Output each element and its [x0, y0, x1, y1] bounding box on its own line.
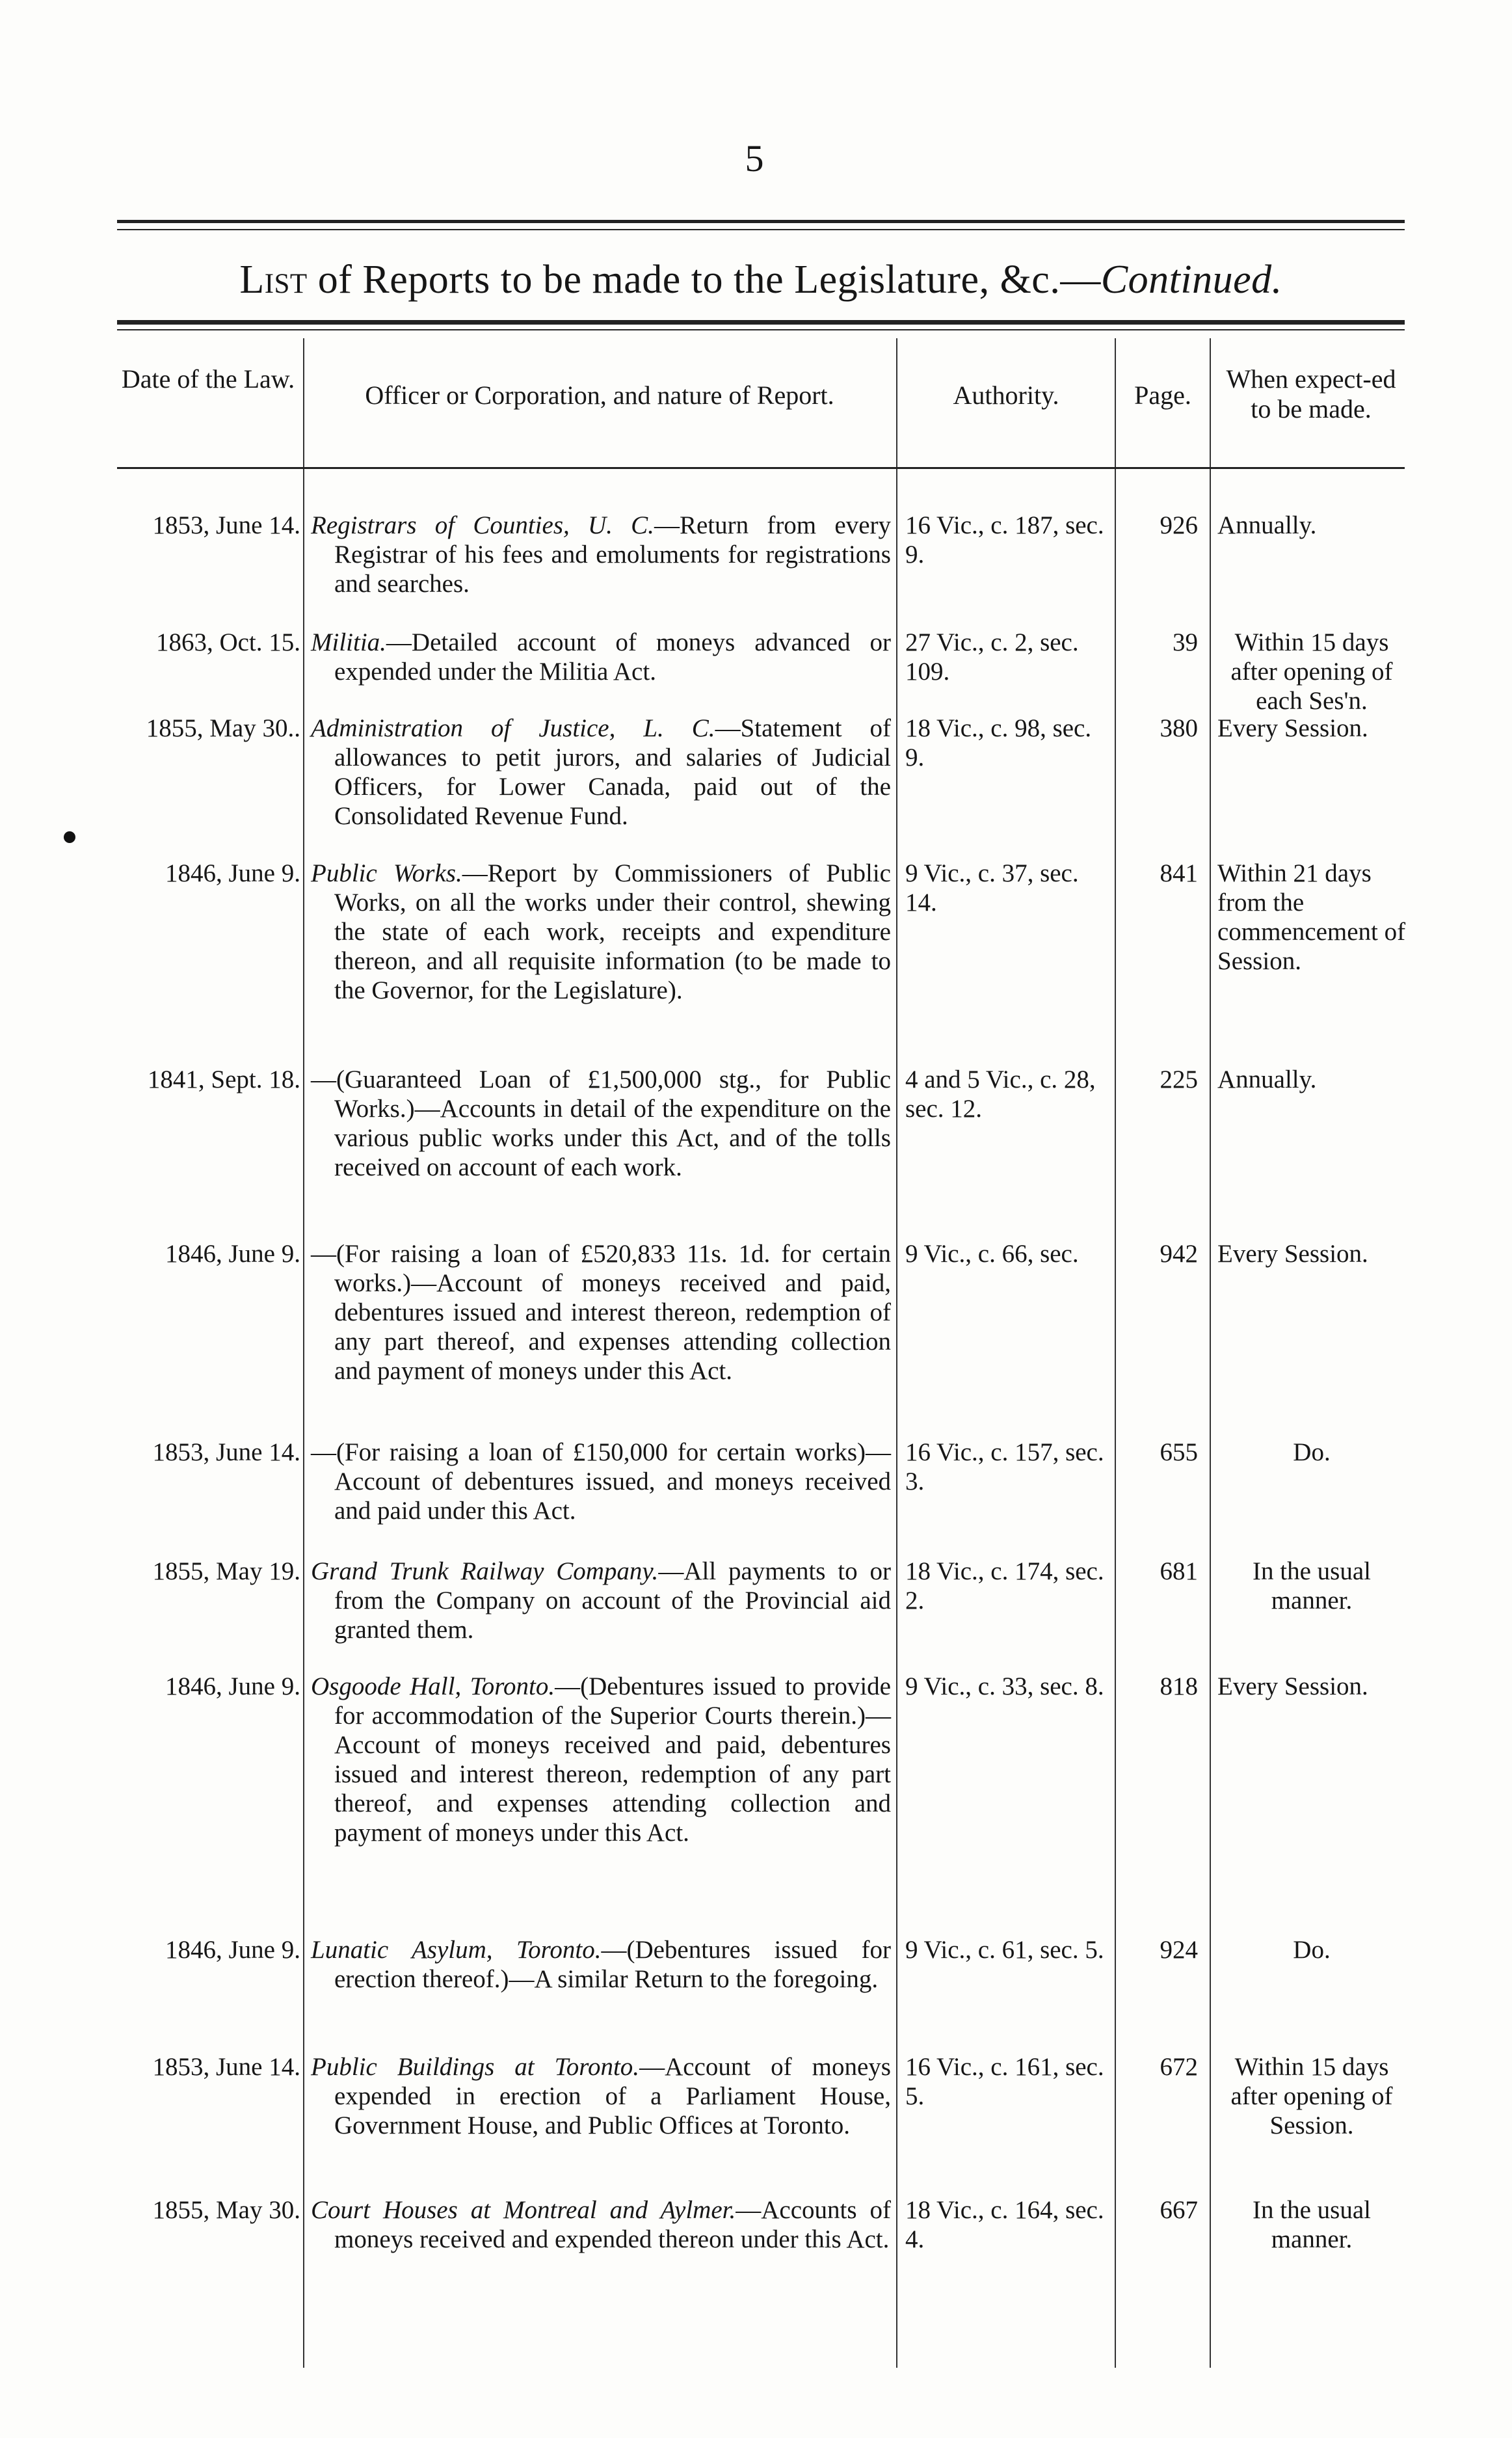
row-officer-text: —(For raising a loan of £520,833 11s. 1d. for certain works.)—Account of moneys received and paid, debentures issued and interest thereon, redemption of any part thereof, and expenses attending collection and payment of moneys under this Act. — [311, 1240, 891, 1385]
row-officer-text: —(Debentures issued for erection thereof.)—A similar Return to the foregoing. — [334, 1936, 892, 1993]
row-when: Within 15 days after opening of each Ses'n. — [1230, 628, 1393, 715]
row-authority: 16 Vic., c. 161, sec. 5. — [905, 2053, 1104, 2110]
header-page: Page. — [1134, 381, 1191, 410]
column-divider — [1115, 338, 1116, 2368]
header-date: Date of the Law. — [121, 364, 295, 394]
row-when: Do. — [1293, 1438, 1331, 1466]
row-officer — [311, 1557, 891, 1644]
row-when: Every Session. — [1217, 1672, 1368, 1700]
row-authority: 9 Vic., c. 66, sec. — [905, 1240, 1079, 1268]
header-officer: Officer or Corporation, and nature of Report. — [365, 381, 834, 410]
row-officer-title: Administration of Justice, L. C. — [311, 714, 715, 742]
row-officer-title: Grand Trunk Railway Company. — [311, 1557, 659, 1585]
row-page: 667 — [1160, 2196, 1198, 2224]
column-divider — [1210, 338, 1211, 2368]
row-officer-text: —(For raising a loan of £150,000 for certain works)—Account of debentures issued, and moneys received and paid under this Act. — [311, 1438, 891, 1525]
row-page: 924 — [1160, 1936, 1198, 1964]
title-smallcaps: List — [239, 258, 308, 302]
row-officer — [311, 714, 891, 831]
row-officer-text: —All payments to or from the Company on account of the Provincial aid granted them. — [334, 1557, 891, 1644]
row-when: In the usual manner. — [1253, 2196, 1371, 2253]
header-rule — [117, 320, 1405, 325]
row-officer-title: Public Works. — [311, 859, 462, 887]
header-rule-thin — [117, 329, 1405, 330]
margin-dot — [64, 831, 75, 843]
row-when: Annually. — [1217, 511, 1317, 539]
row-officer-text: —Accounts of moneys received and expended thereon under this Act. — [334, 2196, 891, 2253]
row-officer — [311, 628, 891, 686]
row-officer-text: —Account of moneys expended in erection of a Parliament House, Government House, and Public Offices at Toronto. — [334, 2053, 891, 2139]
row-page: 926 — [1160, 511, 1198, 539]
row-page: 655 — [1160, 1438, 1198, 1466]
top-rule-thin — [117, 229, 1405, 230]
row-authority: 9 Vic., c. 61, sec. 5. — [905, 1936, 1104, 1964]
row-when: Every Session. — [1217, 1240, 1368, 1268]
row-date: 1855, May 19. — [152, 1557, 300, 1585]
row-authority: 9 Vic., c. 33, sec. 8. — [905, 1672, 1104, 1700]
row-page: 818 — [1160, 1672, 1198, 1700]
row-officer — [311, 1239, 891, 1386]
row-officer-title: Registrars of Counties, U. C. — [311, 511, 654, 539]
row-when: Every Session. — [1217, 714, 1368, 742]
row-when: Within 21 days from the commencement of Session. — [1217, 859, 1406, 975]
row-officer-text: —Return from every Registrar of his fees and emoluments for registrations and searches. — [334, 511, 891, 598]
row-officer — [311, 2195, 891, 2254]
row-page: 681 — [1160, 1557, 1198, 1585]
row-officer-text: —(Debentures issued to provide for accommodation of the Superior Courts therein.)—Account of moneys received and paid, debentures issued and interest thereon, redemption of any part thereof, and expenses attending collection and payment of moneys under this Act. — [334, 1672, 891, 1847]
row-page: 225 — [1160, 1065, 1198, 1093]
page-number: 5 — [745, 137, 764, 180]
top-rule — [117, 220, 1405, 223]
row-authority: 9 Vic., c. 37, sec. 14. — [905, 859, 1079, 917]
row-page: 841 — [1160, 859, 1198, 887]
row-officer — [311, 1065, 891, 1182]
row-officer-text: —Statement of allowances to petit jurors, and salaries of Judicial Officers, for Lower Canada, paid out of the Consolidated Revenue Fund. — [334, 714, 892, 830]
row-authority: 18 Vic., c. 164, sec. 4. — [905, 2196, 1104, 2253]
header-bottom-rule — [117, 467, 1405, 469]
row-authority: 16 Vic., c. 187, sec. 9. — [905, 511, 1104, 569]
row-officer — [311, 859, 891, 1005]
row-date: 1846, June 9. — [165, 1672, 300, 1700]
row-officer — [311, 1672, 891, 1847]
row-officer-text: —Detailed account of moneys advanced or expended under the Militia Act. — [334, 628, 891, 686]
row-when: Do. — [1293, 1936, 1331, 1964]
row-date: 1846, June 9. — [165, 1240, 300, 1268]
column-divider — [896, 338, 897, 2368]
title-continued: Continued. — [1100, 258, 1282, 302]
row-when: Within 15 days after opening of Session. — [1230, 2053, 1393, 2139]
row-authority: 27 Vic., c. 2, sec. 109. — [905, 628, 1079, 686]
header-authority: Authority. — [953, 381, 1059, 410]
row-authority: 18 Vic., c. 98, sec. 9. — [905, 714, 1092, 771]
row-officer — [311, 2052, 891, 2140]
row-officer-text: —(Guaranteed Loan of £1,500,000 stg., for Public Works.)—Accounts in detail of the expenditure on the various public works under this Act, and of the tolls received on account of each work. — [311, 1065, 891, 1181]
row-date: 1855, May 30. — [152, 2196, 300, 2224]
row-officer-title: Osgoode Hall, Toronto. — [311, 1672, 555, 1700]
row-date: 1853, June 14. — [152, 1438, 300, 1466]
row-date: 1853, June 14. — [152, 511, 300, 539]
row-date: 1846, June 9. — [165, 1936, 300, 1964]
page-title — [117, 257, 1405, 303]
row-officer-title: Court Houses at Montreal and Aylmer. — [311, 2196, 736, 2224]
row-date: 1846, June 9. — [165, 859, 300, 887]
row-authority: 4 and 5 Vic., c. 28, sec. 12. — [905, 1065, 1096, 1123]
row-date: 1863, Oct. 15. — [155, 628, 300, 656]
row-date: 1853, June 14. — [152, 2053, 300, 2081]
row-when: Annually. — [1217, 1065, 1317, 1093]
row-officer — [311, 1935, 891, 1994]
row-page: 672 — [1160, 2053, 1198, 2081]
row-page: 39 — [1173, 628, 1198, 656]
row-authority: 16 Vic., c. 157, sec. 3. — [905, 1438, 1104, 1495]
row-officer — [311, 511, 891, 598]
header-when: When expect-ed to be made. — [1226, 364, 1396, 423]
row-page: 380 — [1160, 714, 1198, 742]
row-authority: 18 Vic., c. 174, sec. 2. — [905, 1557, 1104, 1614]
row-officer-title: Militia. — [311, 628, 386, 656]
row-officer — [311, 1438, 891, 1525]
row-date: 1841, Sept. 18. — [147, 1065, 300, 1093]
row-officer-text: —Report by Commissioners of Public Works, on all the works under their control, shewing the state of each work, receipts and expenditure thereon, and all requisite information (to be made to the Governor, for the Legislature). — [334, 859, 891, 1004]
row-officer-title: Public Buildings at Toronto. — [311, 2053, 640, 2081]
title-rest: of Reports to be made to the Legislature, &c.— — [307, 258, 1101, 302]
row-when: In the usual manner. — [1253, 1557, 1371, 1614]
column-divider — [303, 338, 304, 2368]
row-date: 1855, May 30.. — [146, 714, 300, 742]
row-page: 942 — [1160, 1240, 1198, 1268]
row-officer-title: Lunatic Asylum, Toronto. — [311, 1936, 602, 1964]
